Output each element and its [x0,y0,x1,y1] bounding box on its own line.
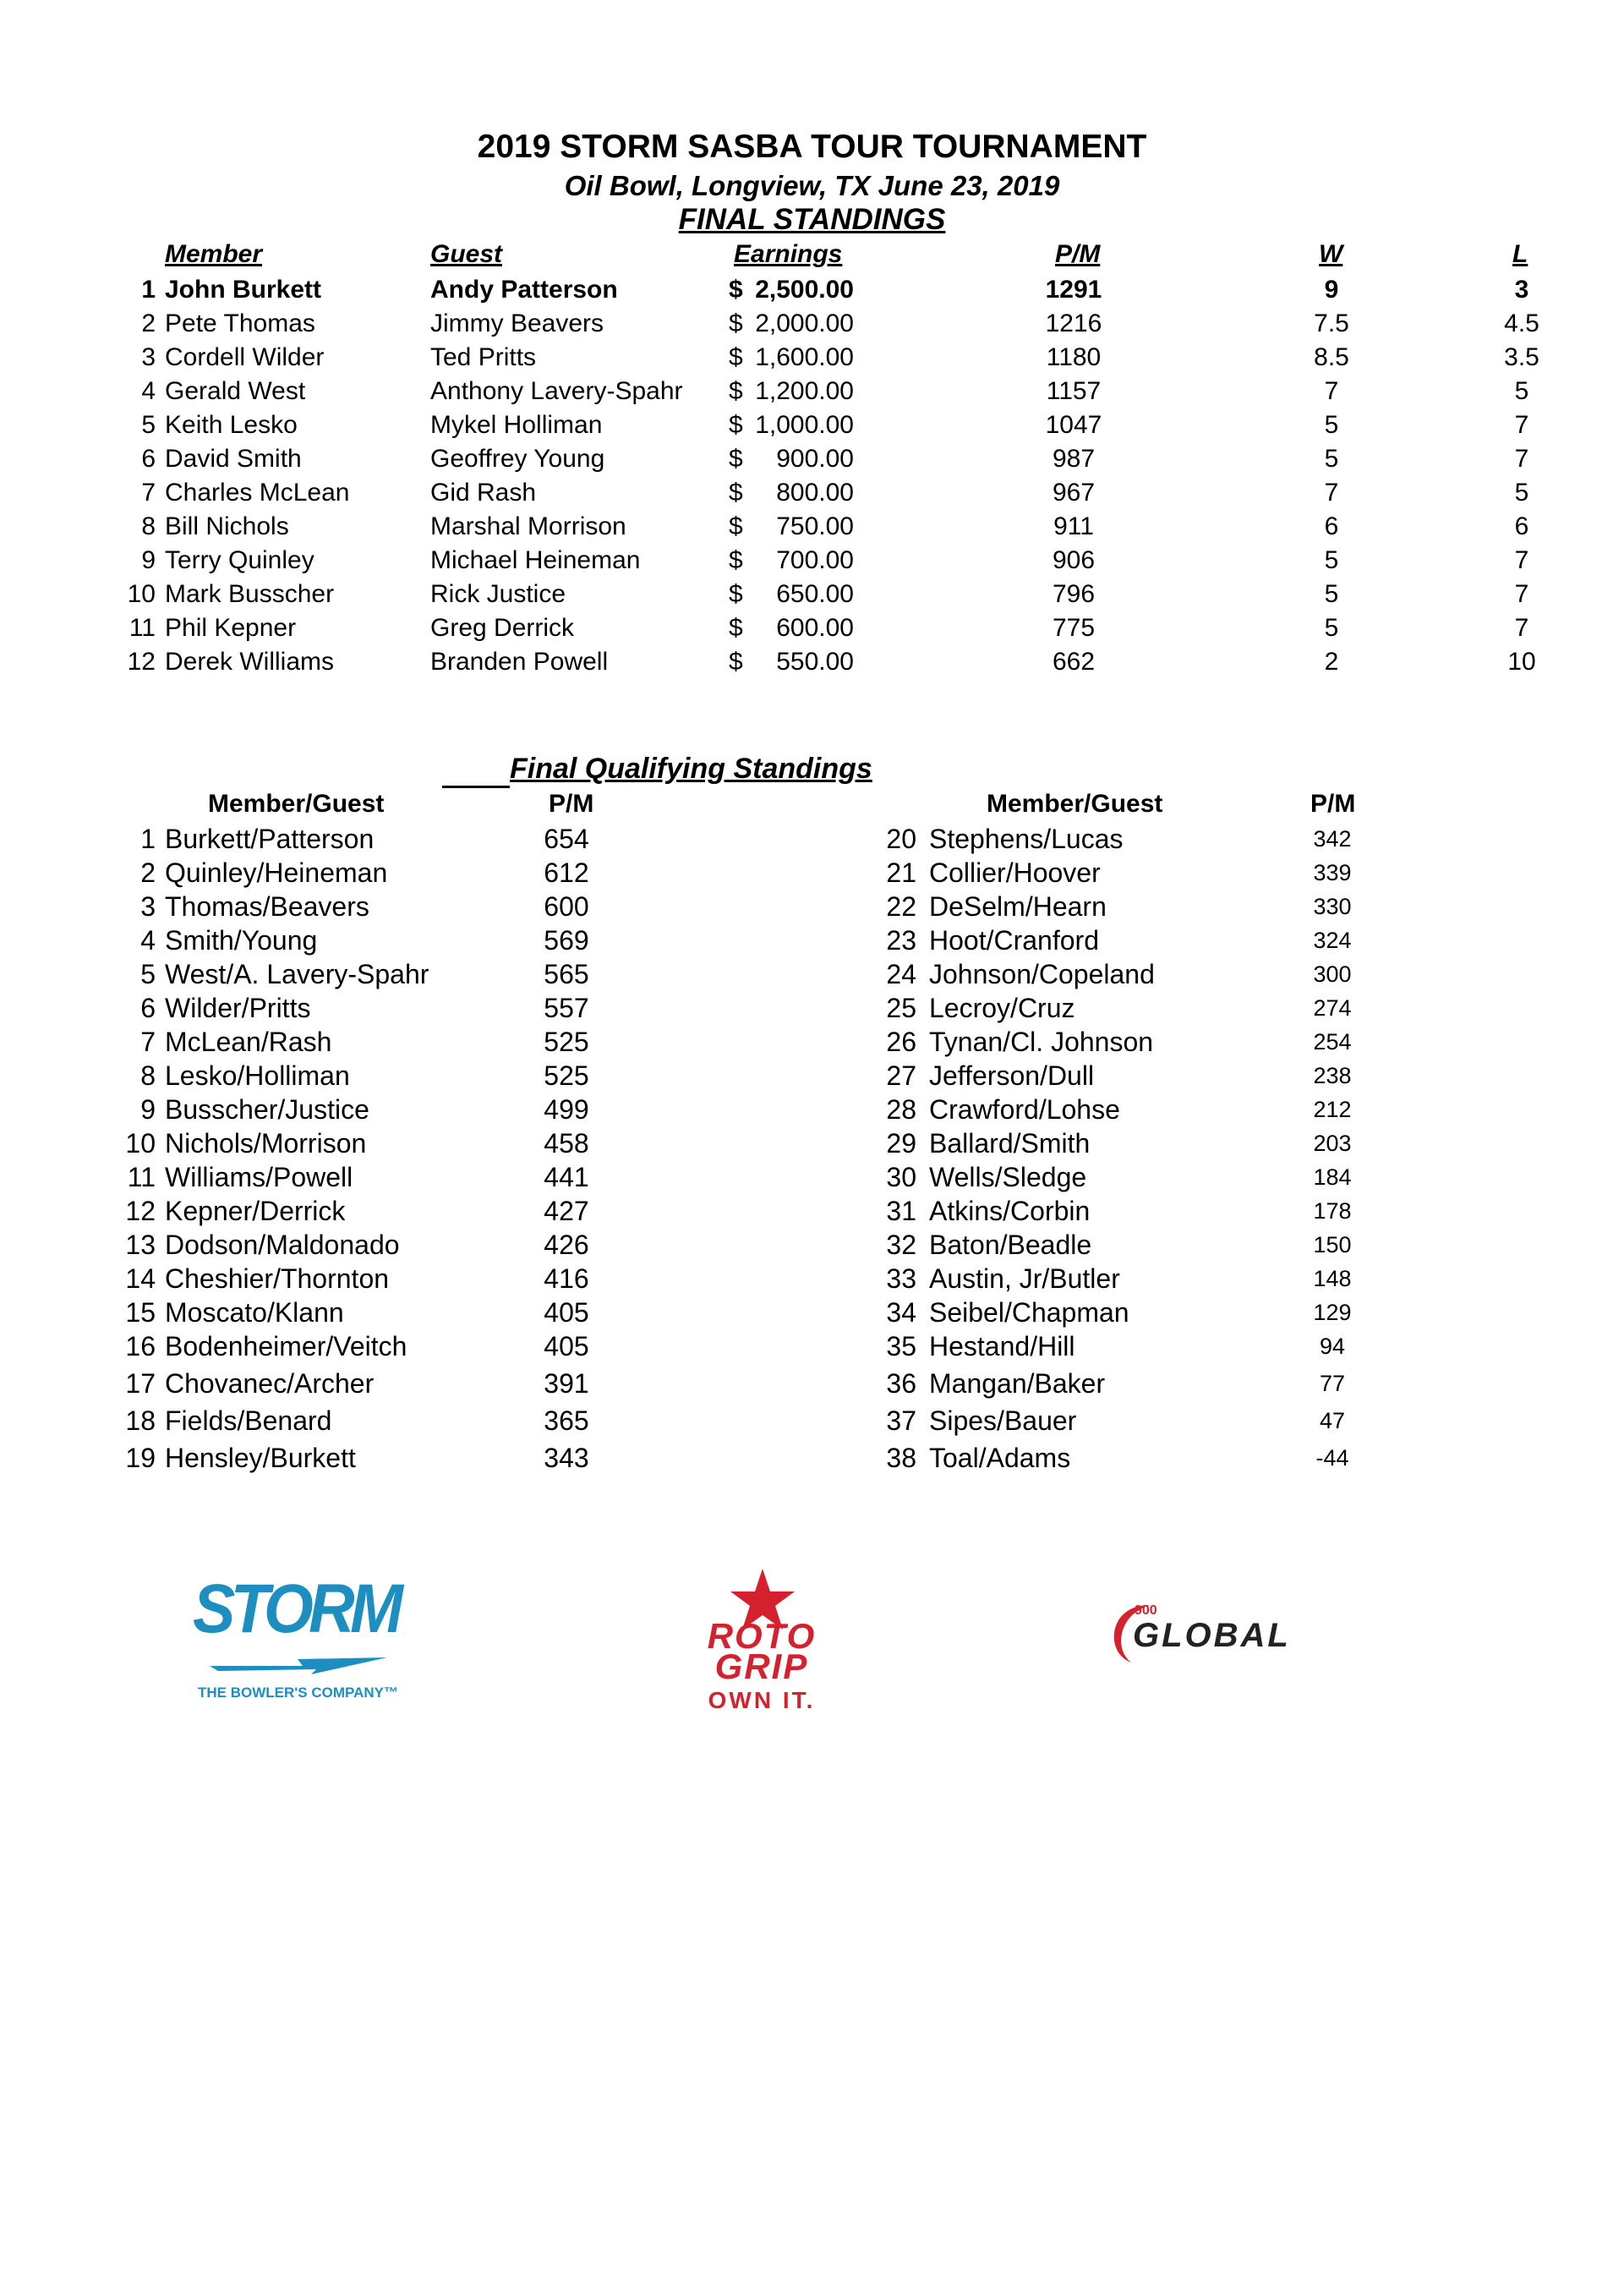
qualifying-pm: 300 [1313,961,1352,987]
pm-cell: 662 [1052,648,1096,676]
earnings-cell: 650.00 [776,580,854,608]
member-cell: Keith Lesko [165,411,298,439]
pm-cell: 1157 [1046,377,1102,405]
qualifying-pm: 254 [1313,1029,1352,1055]
qualifying-pm: 330 [1313,894,1352,919]
qualifying-team: Wilder/Pritts [165,993,311,1023]
qualifying-team: Dodson/Maldonado [165,1230,400,1260]
currency-cell: $ [729,445,743,473]
qualifying-rank: 21 [886,857,916,888]
pm-cell: 796 [1052,580,1096,608]
pm-cell: 967 [1052,479,1096,507]
page-title: 2019 STORM SASBA TOUR TOURNAMENT [477,129,1147,165]
qualifying-pm: 426 [544,1230,589,1260]
pm-cell: 911 [1053,512,1094,540]
qualifying-team: Seibel/Chapman [929,1297,1129,1328]
qualifying-rank: 27 [886,1060,916,1091]
column-header-guest: Guest [430,240,503,268]
pm-cell: 1047 [1045,411,1102,439]
currency-cell: $ [729,580,743,608]
member-cell: Phil Kepner [165,614,297,642]
rank-cell: 12 [127,648,156,676]
qualifying-pm: 405 [544,1331,589,1361]
qualifying-rank: 10 [125,1128,156,1159]
column-header-pm: P/M [1055,240,1101,268]
member-cell: David Smith [165,445,302,473]
qualifying-pm: 339 [1313,860,1352,885]
qualifying-team: Nichols/Morrison [165,1128,367,1159]
wins-cell: 7 [1324,479,1339,507]
qualifying-rank: 35 [886,1331,916,1361]
qualifying-pm: 654 [544,824,589,854]
pm-cell: 1291 [1045,276,1102,304]
pm-cell: 1216 [1045,310,1102,337]
storm-logo [193,1571,404,1715]
column-header-member: Member [165,240,263,268]
member-cell: Gerald West [165,377,306,405]
qualifying-pm: 416 [544,1263,589,1294]
qualifying-team: Atkins/Corbin [929,1196,1091,1226]
qualifying-pm: 569 [544,925,589,956]
member-cell: Terry Quinley [165,546,314,574]
qualifying-pm: 458 [544,1128,589,1159]
wins-cell: 9 [1324,276,1339,304]
qualifying-title-rule [442,786,510,788]
losses-cell: 3.5 [1504,343,1539,371]
guest-cell: Mykel Holliman [430,411,603,439]
rotogrip-logo-line2: GRIP [714,1646,809,1686]
qualifying-rank: 37 [886,1405,916,1436]
wins-cell: 7 [1324,377,1339,405]
earnings-cell: 550.00 [776,648,854,676]
qualifying-team: Bodenheimer/Veitch [165,1331,407,1361]
pm-cell: 775 [1052,614,1096,642]
losses-cell: 5 [1514,377,1529,405]
qualifying-rank: 7 [140,1027,156,1057]
qualifying-rank: 31 [886,1196,916,1226]
currency-cell: $ [729,411,743,439]
column-header-l: L [1512,240,1528,268]
qualifying-pm: 47 [1319,1408,1346,1433]
lightning-bolt-icon [210,1649,387,1678]
wins-cell: 5 [1324,445,1339,473]
qualifying-rank: 26 [886,1027,916,1057]
wins-cell: 5 [1324,411,1339,439]
qualifying-rank: 23 [886,925,916,956]
qualifying-rank: 4 [140,925,156,956]
qualifying-rank: 24 [886,959,916,989]
qualifying-team: Mangan/Baker [929,1368,1106,1399]
losses-cell: 7 [1514,546,1529,574]
qualifying-team: Busscher/Justice [165,1094,369,1125]
currency-cell: $ [729,546,743,574]
guest-cell: Greg Derrick [430,614,575,642]
qualifying-pm: 94 [1319,1334,1346,1359]
losses-cell: 4.5 [1504,310,1539,337]
wins-cell: 2 [1324,648,1339,676]
qualifying-rank: 28 [886,1094,916,1125]
qualifying-pm: 148 [1313,1266,1352,1291]
qualifying-team: Baton/Beadle [929,1230,1092,1260]
final-standings-title: FINAL STANDINGS [678,203,946,236]
qualifying-team: DeSelm/Hearn [929,891,1107,922]
currency-cell: $ [729,479,743,507]
qualifying-team: Austin, Jr/Butler [929,1263,1120,1294]
guest-cell: Anthony Lavery-Spahr [430,377,683,405]
qualifying-rank: 25 [886,993,916,1023]
qualifying-rank: 3 [140,891,156,922]
qualifying-team: Collier/Hoover [929,857,1101,888]
qualifying-pm: 184 [1313,1164,1352,1190]
qualifying-left-header-pm: P/M [549,790,594,818]
qualifying-pm: -44 [1315,1445,1349,1471]
wins-cell: 8.5 [1314,343,1349,371]
qualifying-pm: 499 [544,1094,589,1125]
qualifying-rank: 1 [140,824,156,854]
pm-cell: 1180 [1046,343,1102,371]
wins-cell: 5 [1324,546,1339,574]
rank-cell: 10 [127,580,156,608]
losses-cell: 7 [1514,580,1529,608]
qualifying-team: Lecroy/Cruz [929,993,1075,1023]
guest-cell: Jimmy Beavers [430,310,604,337]
qualifying-pm: 391 [544,1368,589,1399]
storm-logo-word: STORM [193,1570,399,1647]
qualifying-pm: 600 [544,891,589,922]
rank-cell: 9 [141,546,156,574]
rotogrip-logo-tagline: OWN IT. [708,1687,816,1713]
qualifying-team: Smith/Young [165,925,318,956]
qualifying-pm: 612 [544,857,589,888]
qualifying-rank: 18 [125,1405,156,1436]
losses-cell: 3 [1514,276,1529,304]
qualifying-team: Moscato/Klann [165,1297,344,1328]
qualifying-team: Jefferson/Dull [929,1060,1095,1091]
qualifying-pm: 77 [1319,1371,1346,1396]
qualifying-team: Sipes/Bauer [929,1405,1077,1436]
earnings-cell: 1,000.00 [755,411,854,439]
qualifying-rank: 11 [127,1162,156,1192]
qualifying-pm: 238 [1313,1063,1352,1088]
earnings-cell: 900.00 [776,445,854,473]
member-cell: Derek Williams [165,648,335,676]
qualifying-rank: 33 [886,1263,916,1294]
rotogrip-logo-line1: ROTO [707,1616,817,1656]
column-header-earnings: Earnings [734,240,843,268]
member-cell: John Burkett [165,276,322,304]
qualifying-rank: 20 [886,824,916,854]
guest-cell: Ted Pritts [430,343,537,371]
qualifying-rank: 17 [125,1368,156,1399]
qualifying-pm: 150 [1313,1232,1352,1257]
losses-cell: 7 [1514,445,1529,473]
qualifying-pm: 274 [1313,995,1352,1021]
qualifying-pm: 525 [544,1060,589,1091]
qualifying-rank: 13 [125,1230,156,1260]
qualifying-team: Johnson/Copeland [929,959,1155,989]
qualifying-rank: 9 [140,1094,156,1125]
qualifying-team: Williams/Powell [165,1162,353,1192]
page-subtitle: Oil Bowl, Longview, TX June 23, 2019 [564,170,1060,201]
earnings-cell: 1,600.00 [755,343,854,371]
currency-cell: $ [729,276,743,304]
900-global-logo [1107,1598,1327,1674]
qualifying-rank: 6 [140,993,156,1023]
earnings-cell: 2,500.00 [755,276,854,304]
member-cell: Cordell Wilder [165,343,325,371]
qualifying-right-header-pm: P/M [1310,790,1356,818]
qualifying-pm: 212 [1313,1097,1352,1122]
qualifying-rank: 12 [125,1196,156,1226]
earnings-cell: 2,000.00 [755,310,854,337]
currency-cell: $ [729,512,743,540]
qualifying-rank: 8 [140,1060,156,1091]
qualifying-rank: 2 [140,857,156,888]
qualifying-pm: 525 [544,1027,589,1057]
qualifying-team: Hoot/Cranford [929,925,1099,956]
member-cell: Bill Nichols [165,512,289,540]
earnings-cell: 800.00 [776,479,854,507]
qualifying-pm: 343 [544,1443,589,1473]
qualifying-rank: 36 [886,1368,916,1399]
qualifying-team: Wells/Sledge [929,1162,1087,1192]
qualifying-pm: 365 [544,1405,589,1436]
member-cell: Charles McLean [165,479,350,507]
storm-logo-tagline: THE BOWLER'S COMPANY™ [198,1685,399,1701]
qualifying-rank: 29 [886,1128,916,1159]
rank-cell: 2 [141,310,156,337]
pm-cell: 906 [1052,546,1096,574]
wins-cell: 5 [1324,614,1339,642]
qualifying-team: Chovanec/Archer [165,1368,375,1399]
global-logo-word: GLOBAL [1133,1617,1291,1654]
global-logo-number: 900 [1135,1603,1157,1618]
wins-cell: 5 [1324,580,1339,608]
qualifying-pm: 441 [544,1162,589,1192]
rotogrip-logo [676,1569,854,1721]
rank-cell: 5 [141,411,156,439]
qualifying-rank: 16 [125,1331,156,1361]
wins-cell: 7.5 [1314,310,1349,337]
qualifying-rank: 32 [886,1230,916,1260]
rank-cell: 11 [128,614,156,642]
wins-cell: 6 [1324,512,1339,540]
qualifying-rank: 38 [886,1443,916,1473]
qualifying-team: Toal/Adams [929,1443,1071,1473]
earnings-cell: 750.00 [776,512,854,540]
qualifying-team: Ballard/Smith [929,1128,1091,1159]
member-cell: Pete Thomas [165,310,315,337]
qualifying-team: West/A. Lavery-Spahr [165,959,429,989]
qualifying-right-header-team: Member/Guest [987,790,1163,818]
qualifying-rank: 19 [125,1443,156,1473]
qualifying-team: Fields/Benard [165,1405,332,1436]
qualifying-pm: 427 [544,1196,589,1226]
qualifying-pm: 129 [1313,1300,1352,1325]
qualifying-team: Burkett/Patterson [165,824,375,854]
guest-cell: Andy Patterson [430,276,618,304]
rank-cell: 3 [141,343,156,371]
rank-cell: 8 [141,512,156,540]
qualifying-team: McLean/Rash [165,1027,332,1057]
currency-cell: $ [729,310,743,337]
member-cell: Mark Busscher [165,580,335,608]
earnings-cell: 700.00 [776,546,854,574]
losses-cell: 6 [1514,512,1529,540]
qualifying-team: Lesko/Holliman [165,1060,350,1091]
currency-cell: $ [729,377,743,405]
currency-cell: $ [729,343,743,371]
qualifying-pm: 557 [544,993,589,1023]
qualifying-rank: 22 [886,891,916,922]
guest-cell: Michael Heineman [430,546,641,574]
guest-cell: Branden Powell [430,648,609,676]
qualifying-team: Tynan/Cl. Johnson [929,1027,1154,1057]
qualifying-pm: 178 [1313,1198,1352,1224]
qualifying-team: Hestand/Hill [929,1331,1075,1361]
guest-cell: Gid Rash [430,479,537,507]
qualifying-left-header-team: Member/Guest [208,790,385,818]
qualifying-rank: 5 [140,959,156,989]
pm-cell: 987 [1052,445,1096,473]
losses-cell: 10 [1507,648,1536,676]
rank-cell: 4 [141,377,156,405]
column-header-w: W [1319,240,1343,268]
guest-cell: Marshal Morrison [430,512,626,540]
guest-cell: Rick Justice [430,580,566,608]
qualifying-rank: 14 [125,1263,156,1294]
earnings-cell: 1,200.00 [755,377,854,405]
qualifying-rank: 34 [886,1297,916,1328]
losses-cell: 7 [1514,411,1529,439]
qualifying-team: Kepner/Derrick [165,1196,346,1226]
qualifying-team: Cheshier/Thornton [165,1263,390,1294]
qualifying-team: Crawford/Lohse [929,1094,1120,1125]
qualifying-team: Stephens/Lucas [929,824,1124,854]
rank-cell: 1 [141,276,156,304]
earnings-cell: 600.00 [776,614,854,642]
qualifying-team: Hensley/Burkett [165,1443,356,1473]
qualifying-pm: 565 [544,959,589,989]
guest-cell: Geoffrey Young [430,445,605,473]
qualifying-pm: 405 [544,1297,589,1328]
qualifying-team: Thomas/Beavers [165,891,369,922]
rank-cell: 6 [141,445,156,473]
losses-cell: 5 [1514,479,1529,507]
qualifying-rank: 15 [125,1297,156,1328]
currency-cell: $ [729,614,743,642]
qualifying-pm: 342 [1313,826,1352,852]
currency-cell: $ [729,648,743,676]
qualifying-pm: 324 [1313,928,1352,953]
qualifying-team: Quinley/Heineman [165,857,388,888]
qualifying-title: Final Qualifying Standings [510,753,872,785]
qualifying-rank: 30 [886,1162,916,1192]
qualifying-pm: 203 [1313,1131,1352,1156]
losses-cell: 7 [1514,614,1529,642]
rank-cell: 7 [141,479,156,507]
